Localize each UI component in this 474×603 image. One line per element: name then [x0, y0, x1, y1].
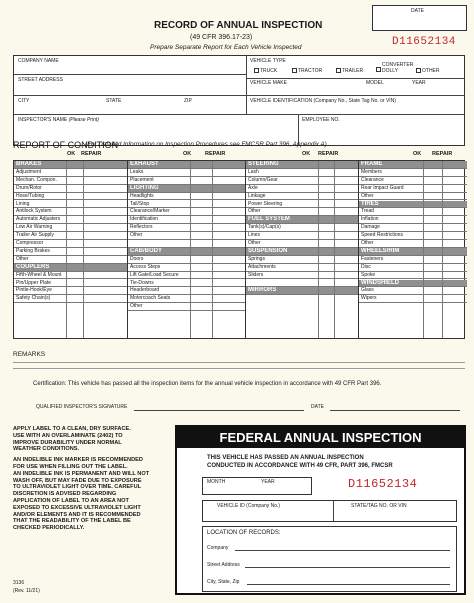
vehicle-type-label: VEHICLE TYPE — [250, 58, 286, 64]
inspection-item[interactable]: Other — [14, 256, 127, 264]
remarks-label: REMARKS — [13, 351, 46, 358]
form-number: 3136 — [13, 580, 25, 586]
repair-header-3: REPAIR — [318, 151, 339, 157]
city-field-line[interactable] — [247, 584, 450, 585]
inspection-item[interactable]: Mechan. Compon. — [14, 177, 127, 185]
condition-column-1 — [14, 161, 127, 338]
company-field-line[interactable] — [235, 550, 450, 551]
inspection-item[interactable]: Spoke — [359, 272, 467, 280]
instruction-line: IMPROVE DURABILITY UNDER NORMAL — [13, 439, 122, 446]
form-title: RECORD OF ANNUAL INSPECTION — [154, 20, 323, 31]
inspection-item[interactable]: Lift Gate/Load Secure — [128, 272, 246, 280]
vehicle-make-label: VEHICLE MAKE — [250, 80, 287, 86]
inspection-item[interactable]: Leaks — [128, 169, 246, 177]
instruction-line: APPLY LABEL TO A CLEAN, DRY SURFACE. — [13, 426, 131, 432]
location-label: LOCATION OF RECORDS: — [207, 530, 281, 536]
ok-header-3: OK — [302, 151, 311, 157]
vehicle-info-box — [13, 55, 465, 146]
date-label: DATE — [411, 8, 424, 14]
other-vehicle-option[interactable] — [416, 68, 440, 74]
section-header: SUSPENSION — [246, 248, 359, 256]
section-header: STEERING — [246, 161, 359, 169]
inspection-item[interactable]: Fasteners — [359, 256, 467, 264]
trailer-label: TRAILER — [342, 68, 364, 74]
inspection-item[interactable]: Lines — [246, 232, 359, 240]
ok-header-2: OK — [183, 151, 192, 157]
inspection-item[interactable]: Speed Restrictions — [359, 232, 467, 240]
revision: (Rev. 11/21) — [13, 588, 40, 594]
repair-column[interactable] — [334, 161, 359, 338]
year-label: YEAR — [412, 80, 426, 86]
month-label: MONTH — [207, 479, 226, 485]
repair-header-4: REPAIR — [432, 151, 453, 157]
year-label-stamp: YEAR — [261, 479, 275, 485]
inspection-item[interactable]: Inflation — [359, 216, 467, 224]
inspection-item[interactable]: Power Steering — [246, 201, 359, 209]
employee-no-label: EMPLOYEE NO. — [302, 117, 340, 123]
certification-text: Certification: This vehicle has passed all the inspection items for the annual vehicle inspection in accordance with 49 CFR Part 396. — [33, 381, 382, 387]
inspection-item[interactable]: Clearance — [359, 177, 467, 185]
ok-column[interactable] — [318, 161, 334, 338]
inspection-item[interactable]: Linkage — [246, 193, 359, 201]
serial-number: D11652134 — [392, 36, 456, 48]
label-line-2: CONDUCTED IN ACCORDANCE WITH 49 CFR, PART 396, FMCSR — [207, 463, 393, 469]
federal-inspection-label — [175, 425, 466, 595]
prepare-note: Prepare Separate Report for Each Vehicle Inspected — [150, 44, 302, 51]
instruction-line: FOR USE WHEN FILLING OUT THE LABEL. — [13, 463, 128, 470]
street-address-label: STREET ADDRESS — [18, 77, 63, 83]
tractor-label: TRACTOR — [298, 68, 323, 74]
section-header: FRAME — [359, 161, 467, 169]
location-box — [202, 526, 457, 592]
condition-grid — [13, 160, 465, 339]
dolly-label: DOLLY — [382, 68, 399, 74]
inspection-item[interactable]: Rear Impact Guard — [359, 185, 467, 193]
inspection-item[interactable]: Sliders — [246, 272, 359, 280]
instruction-line: WEATHER CONDITIONS. — [13, 446, 80, 453]
inspection-item[interactable]: Identification — [128, 216, 246, 224]
inspection-item[interactable]: Parking Brakes — [14, 248, 127, 256]
inspection-item[interactable]: Members — [359, 169, 467, 177]
section-header: WINDSHIELD — [359, 280, 467, 288]
state-label: STATE — [106, 98, 122, 104]
street-field-line[interactable] — [245, 567, 450, 568]
stamp-state-tag-label: STATE/TAG NO. OR VIN — [351, 503, 407, 509]
other-label: OTHER — [422, 68, 440, 74]
inspection-item[interactable]: Disc — [359, 264, 467, 272]
inspection-item[interactable]: Adjustment — [14, 169, 127, 177]
inspection-item[interactable]: Hose/Tubing — [14, 193, 127, 201]
city-field-label: City, State, Zip — [207, 579, 240, 585]
truck-option[interactable] — [254, 68, 277, 74]
vehicle-id-box[interactable] — [202, 500, 457, 522]
section-header: EXHAUST — [128, 161, 246, 169]
label-instructions — [13, 426, 168, 532]
repair-column[interactable] — [212, 161, 246, 338]
signature-label: QUALIFIED INSPECTOR'S SIGNATURE — [36, 404, 128, 410]
inspection-item[interactable]: Compressor — [14, 240, 127, 248]
form-subtitle: (49 CFR 396.17-23) — [190, 34, 253, 41]
instruction-line: USE WITH AN OVERLAMINATE (2402) TO — [13, 432, 123, 439]
inspection-item[interactable]: Other — [128, 303, 246, 311]
inspection-item[interactable]: Other — [128, 232, 246, 240]
inspection-item[interactable]: Reflectors — [128, 224, 246, 232]
inspection-item[interactable]: Lash — [246, 169, 359, 177]
inspection-item[interactable]: Placement — [128, 177, 246, 185]
instruction-line: THAT THE READABILITY OF THE LABEL BE — [13, 518, 131, 525]
inspection-item[interactable]: Wipers — [359, 295, 467, 303]
instruction-line: AN INDELIBLE INK MARKER IS RECOMMENDED — [13, 457, 143, 464]
instruction-line: DISCRETION IS ADVISED REGARDING — [13, 491, 117, 498]
inspection-item[interactable]: Other — [359, 240, 467, 248]
trailer-option[interactable] — [336, 68, 363, 74]
section-header: LIGHTING — [128, 185, 246, 193]
inspection-item[interactable]: Automatic Adjusters — [14, 216, 127, 224]
condition-column-3 — [245, 161, 358, 338]
street-field-label: Street Address — [207, 562, 240, 568]
inspection-item[interactable]: Attachments — [246, 264, 359, 272]
repair-column[interactable] — [83, 161, 127, 338]
ok-column[interactable] — [190, 161, 212, 338]
company-name-label: COMPANY NAME — [18, 58, 59, 64]
inspection-item[interactable]: Other — [246, 208, 359, 216]
inspection-item[interactable]: Clearance/Marker — [128, 208, 246, 216]
ok-column[interactable] — [423, 161, 442, 338]
please-print-text: (Please Print) — [68, 117, 99, 123]
instruction-line: TO ULTRAVIOLET LIGHT OVER TIME. CAREFUL — [13, 484, 142, 491]
section-header: COUPLERS — [14, 264, 127, 272]
section-header: FUEL SYSTEM — [246, 216, 359, 224]
inspection-item[interactable]: Tread — [359, 208, 467, 216]
zip-label: ZIP — [184, 98, 192, 104]
inspection-item[interactable]: Fifth-Wheel & Mount — [14, 272, 127, 280]
inspection-item[interactable]: Headlights — [128, 193, 246, 201]
inspection-item[interactable]: Trailer Air Supply — [14, 232, 127, 240]
date-box[interactable] — [372, 5, 467, 31]
inspection-item[interactable]: Drum/Rotor — [14, 185, 127, 193]
truck-checkbox[interactable] — [254, 68, 259, 73]
vehicle-id-label: VEHICLE IDENTIFICATION (Company No., State Tag No. or VIN) — [250, 98, 396, 104]
report-heading: REPORT OF CONDITION — [13, 140, 119, 150]
inspection-item[interactable]: Antilock System — [14, 208, 127, 216]
inspection-item[interactable]: Headerboard — [128, 287, 246, 295]
inspection-item[interactable]: Low Air Warning — [14, 224, 127, 232]
city-label: CITY — [18, 98, 30, 104]
repair-header-2: REPAIR — [205, 151, 226, 157]
stamp-vehicle-id-label: VEHICLE ID (Company No.) — [217, 503, 281, 509]
company-field-label: Company — [207, 545, 229, 551]
section-header: WHEELS/RIM — [359, 248, 467, 256]
ok-header-4: OK — [413, 151, 422, 157]
label-serial: D11652134 — [348, 477, 418, 491]
inspection-item[interactable]: Doors — [128, 256, 246, 264]
condition-column-4 — [358, 161, 466, 338]
inspection-item[interactable]: Motorcoach Seats — [128, 295, 246, 303]
inspector-name-text: INSPECTOR'S NAME — [18, 117, 68, 123]
inspection-item[interactable]: Access Steps — [128, 264, 246, 272]
section-header: CAB/BODY — [128, 248, 246, 256]
repair-header-1: REPAIR — [81, 151, 102, 157]
other-checkbox[interactable] — [416, 68, 421, 73]
inspection-item[interactable]: Safety Chain(s) — [14, 295, 127, 303]
inspector-name-label — [18, 118, 99, 123]
inspection-item[interactable]: Other — [246, 240, 359, 248]
signature-line[interactable] — [134, 410, 304, 411]
converter-label: CONVERTER — [382, 62, 414, 68]
section-header: MIRRORS — [246, 287, 359, 295]
section-header: BRAKES — [14, 161, 127, 169]
sig-date-label: DATE — [311, 404, 324, 410]
inspection-item[interactable]: Tail/Stop — [128, 201, 246, 209]
report-note: (For Detailed Information on Inspection Procedures see FMCSR Part 396, Appendix A) — [85, 141, 327, 148]
month-year-box[interactable] — [202, 477, 312, 495]
inspection-item[interactable]: Column/Gear — [246, 177, 359, 185]
section-header: TIRES — [359, 201, 467, 209]
inspection-item[interactable]: Pintle-Hook/Eye — [14, 287, 127, 295]
ok-header-1: OK — [67, 151, 76, 157]
ok-column[interactable] — [66, 161, 83, 338]
inspection-item[interactable]: Other — [359, 193, 467, 201]
inspection-item[interactable]: Lining — [14, 201, 127, 209]
instruction-line: CHECKED PERIODICALLY. — [13, 525, 85, 532]
inspection-item[interactable]: Tank(s)/Cap(s) — [246, 224, 359, 232]
sig-date-line[interactable] — [330, 410, 460, 411]
inspection-item[interactable]: Damage — [359, 224, 467, 232]
instruction-line: APPLICATION OF LABEL TO AN AREA NOT — [13, 497, 129, 504]
condition-column-2 — [127, 161, 245, 338]
instruction-line: WASH OFF, BUT MAY FADE DUE TO EXPOSURE — [13, 477, 142, 484]
inspection-item[interactable]: Glass — [359, 287, 467, 295]
inspection-item[interactable]: Axle — [246, 185, 359, 193]
repair-column[interactable] — [442, 161, 467, 338]
instruction-line: EXPOSED TO EXCESSIVE ULTRAVIOLET LIGHT — [13, 504, 141, 511]
tractor-checkbox[interactable] — [292, 68, 297, 73]
inspection-item[interactable]: Pin/Upper Plate — [14, 280, 127, 288]
inspection-item[interactable]: Tie-Downs — [128, 280, 246, 288]
label-banner: FEDERAL ANNUAL INSPECTION — [177, 427, 464, 448]
label-line-1: THIS VEHICLE HAS PASSED AN ANNUAL INSPECTION — [207, 455, 364, 461]
trailer-checkbox[interactable] — [336, 68, 341, 73]
instruction-line: AND/OR ELEMENTS AND IT IS RECOMMENDED — [13, 511, 141, 518]
inspection-item[interactable]: Springs — [246, 256, 359, 264]
truck-label: TRUCK — [260, 68, 278, 74]
model-label: MODEL — [366, 80, 384, 86]
tractor-option[interactable] — [292, 68, 322, 74]
converter-checkbox[interactable] — [376, 67, 381, 72]
instruction-line: AN INDELIBLE INK IS PERMANENT AND WILL NOT — [13, 470, 150, 477]
